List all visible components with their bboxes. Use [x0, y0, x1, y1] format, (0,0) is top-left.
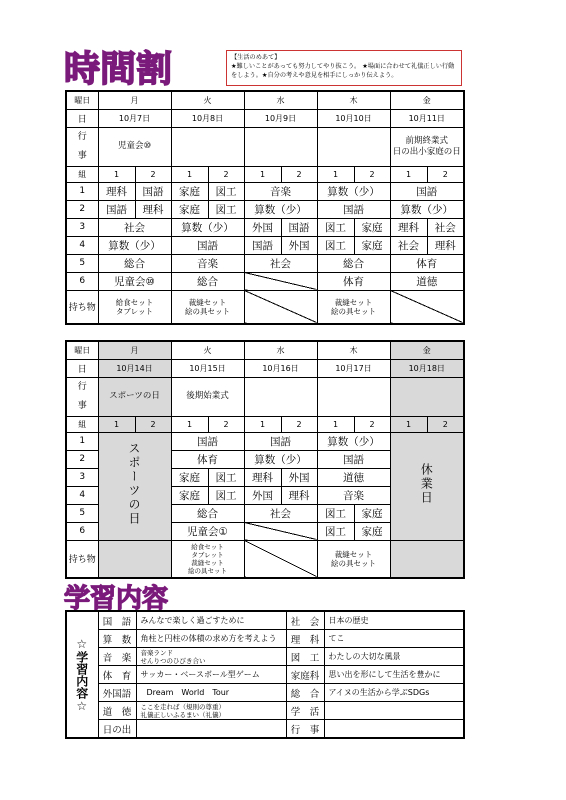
w1-p1-thu: 算数（少） — [317, 182, 390, 200]
w1-items-wed — [244, 290, 317, 324]
gyouji-label: 行 事 — [66, 127, 98, 166]
subject-right-6: 行 事 — [286, 720, 324, 739]
w2-event-wed — [244, 377, 317, 416]
w2-p4-tue-2: 図工 — [208, 486, 244, 504]
learning-content-side-label: ☆学習内容☆ — [66, 611, 98, 738]
w1-p4-mon: 算数（少） — [98, 236, 171, 254]
w2-p5-thu-2: 家庭 — [354, 504, 390, 522]
content-left-3: サッカー・ベースボール型ゲーム — [136, 666, 286, 684]
w1-p4-wed-1: 国語 — [244, 236, 281, 254]
w1-p4-fri-1: 社会 — [390, 236, 427, 254]
subject-right-2: 図 工 — [286, 648, 324, 666]
w2-p6-thu-1: 図工 — [317, 522, 354, 540]
content-title: 学習内容 — [64, 584, 169, 612]
content-left-0: みんなで楽しく過ごすために — [136, 611, 286, 630]
w1-p4-thu-2: 家庭 — [354, 236, 390, 254]
w2-items-mon — [98, 540, 171, 578]
w2-p1-tue: 国語 — [171, 432, 244, 450]
w2-mon-holiday — [98, 432, 171, 540]
w1-p1-tue-2: 図工 — [208, 182, 244, 200]
class-1: 1 — [244, 416, 281, 432]
mochimono-label: 持ち物 — [66, 290, 98, 324]
w2-p6-tue: 児童会① — [171, 522, 244, 540]
w1-p6-thu: 体育 — [317, 272, 390, 290]
period-2: 2 — [66, 200, 98, 218]
hi-label: 日 — [66, 359, 98, 377]
w1-p3-wed-2: 国語 — [281, 218, 317, 236]
w1-p1-mon-2: 国語 — [135, 182, 171, 200]
w2-items-tue: 給食セット タブレット 裁縫セット 絵の具セット — [171, 540, 244, 578]
closed-day-vertical: 休業日 — [419, 463, 434, 505]
class-2: 2 — [281, 416, 317, 432]
w1-p5-tue: 音楽 — [171, 254, 244, 272]
w2-p4-wed-2: 理科 — [281, 486, 317, 504]
w1-p1-tue-1: 家庭 — [171, 182, 208, 200]
w2-p5-tue: 総合 — [171, 504, 244, 522]
subject-right-3: 家庭科 — [286, 666, 324, 684]
subject-left-3: 体 育 — [98, 666, 136, 684]
content-right-3: 思い出を形にして生活を豊かに — [324, 666, 464, 684]
class-1: 1 — [390, 166, 427, 182]
class-2: 2 — [135, 166, 171, 182]
w1-p5-fri: 体育 — [390, 254, 464, 272]
w1-p1-mon-1: 理科 — [98, 182, 135, 200]
subject-right-5: 学 活 — [286, 702, 324, 720]
period-2: 2 — [66, 450, 98, 468]
w2-day-wed: 水 — [244, 341, 317, 359]
period-5: 5 — [66, 254, 98, 272]
w2-p3-wed-1: 理科 — [244, 468, 281, 486]
hi-label: 日 — [66, 109, 98, 127]
w2-day-fri: 金 — [390, 341, 464, 359]
class-2: 2 — [427, 416, 464, 432]
page-title: 時間割 — [64, 49, 173, 89]
subject-right-0: 社 会 — [286, 611, 324, 630]
w1-p6-tue: 総合 — [171, 272, 244, 290]
w1-p2-fri: 算数（少） — [390, 200, 464, 218]
w2-event-fri — [390, 377, 464, 416]
content-left-6 — [136, 720, 286, 739]
timetable-title-art — [62, 45, 222, 89]
w2-date-mon: 10月14日 — [98, 359, 171, 377]
w1-p1-fri: 国語 — [390, 182, 464, 200]
w2-items-fri — [390, 540, 464, 578]
w1-date-wed: 10月9日 — [244, 109, 317, 127]
w1-items-fri — [390, 290, 464, 324]
content-left-2: 音楽ランド せんりつのひびき合い — [136, 648, 286, 666]
w2-p1-thu: 算数（少） — [317, 432, 390, 450]
w2-date-thu: 10月17日 — [317, 359, 390, 377]
w1-day-tue: 火 — [171, 91, 244, 109]
class-1: 1 — [171, 166, 208, 182]
class-1: 1 — [171, 416, 208, 432]
w1-event-mon: 児童会⑩ — [98, 127, 171, 166]
w1-p5-thu: 総合 — [317, 254, 390, 272]
sports-day-vertical: スポーツの日 — [127, 442, 141, 526]
w1-p4-fri-2: 理科 — [427, 236, 464, 254]
w1-event-wed — [244, 127, 317, 166]
w1-p2-mon-1: 国語 — [98, 200, 135, 218]
class-2: 2 — [135, 416, 171, 432]
content-right-2: わたしの大切な風景 — [324, 648, 464, 666]
w1-date-fri: 10月11日 — [390, 109, 464, 127]
w2-fri-holiday — [390, 432, 464, 540]
w2-event-mon: スポーツの日 — [98, 377, 171, 416]
w1-p5-wed: 社会 — [244, 254, 317, 272]
w1-day-fri: 金 — [390, 91, 464, 109]
w1-day-wed: 水 — [244, 91, 317, 109]
class-2: 2 — [208, 416, 244, 432]
week1-timetable — [65, 90, 465, 325]
life-goals-text: ★難しいことがあっても努力してやり抜こう。 ★場面に合わせて礼儀正しい行動をしよう。★自分の考えや意見を相手にしっかり伝えよう。 — [231, 63, 455, 79]
w1-p2-tue-2: 図工 — [208, 200, 244, 218]
w1-date-tue: 10月8日 — [171, 109, 244, 127]
w1-p2-tue-1: 家庭 — [171, 200, 208, 218]
w1-items-mon: 給食セット タブレット — [98, 290, 171, 324]
w1-p4-thu-1: 図工 — [317, 236, 354, 254]
kumi-label: 組 — [66, 416, 98, 432]
class-2: 2 — [354, 166, 390, 182]
period-3: 3 — [66, 468, 98, 486]
w2-p5-thu-1: 図工 — [317, 504, 354, 522]
w1-event-fri: 前期終業式 日の出小家庭の日 — [390, 127, 464, 166]
w1-day-thu: 木 — [317, 91, 390, 109]
w1-items-tue: 裁縫セット 絵の具セット — [171, 290, 244, 324]
w1-p6-mon: 児童会⑩ — [98, 272, 171, 290]
w2-p3-tue-2: 図工 — [208, 468, 244, 486]
life-goals-heading: 【生活のめあて】 — [231, 54, 281, 61]
w2-p2-thu: 国語 — [317, 450, 390, 468]
w2-p3-wed-2: 外国 — [281, 468, 317, 486]
content-right-1: てこ — [324, 630, 464, 648]
w2-event-thu — [317, 377, 390, 416]
class-1: 1 — [244, 166, 281, 182]
w1-p3-fri-2: 社会 — [427, 218, 464, 236]
class-2: 2 — [427, 166, 464, 182]
content-left-1: 角柱と円柱の体積の求め方を考えよう — [136, 630, 286, 648]
w1-p3-thu-1: 図工 — [317, 218, 354, 236]
period-4: 4 — [66, 486, 98, 504]
subject-right-1: 理 科 — [286, 630, 324, 648]
w2-p2-wed: 算数（少） — [244, 450, 317, 468]
content-right-5 — [324, 702, 464, 720]
w1-p5-mon: 総合 — [98, 254, 171, 272]
subject-left-1: 算 数 — [98, 630, 136, 648]
class-1: 1 — [98, 166, 135, 182]
gyouji-label: 行 事 — [66, 377, 98, 416]
w1-p3-mon: 社会 — [98, 218, 171, 236]
w1-p1-wed: 音楽 — [244, 182, 317, 200]
w2-day-tue: 火 — [171, 341, 244, 359]
w1-p3-wed-1: 外国 — [244, 218, 281, 236]
week2-timetable — [65, 340, 465, 579]
w2-p5-wed: 社会 — [244, 504, 317, 522]
w1-p3-fri-1: 理科 — [390, 218, 427, 236]
subject-right-4: 総 合 — [286, 684, 324, 702]
class-1: 1 — [390, 416, 427, 432]
class-1: 1 — [317, 166, 354, 182]
period-1: 1 — [66, 182, 98, 200]
w1-items-thu: 裁縫セット 絵の具セット — [317, 290, 390, 324]
w2-p4-tue-1: 家庭 — [171, 486, 208, 504]
period-6: 6 — [66, 522, 98, 540]
period-3: 3 — [66, 218, 98, 236]
content-left-4: Dream World Tour — [136, 684, 286, 702]
w2-p2-tue: 体育 — [171, 450, 244, 468]
class-2: 2 — [354, 416, 390, 432]
w1-p2-wed: 算数（少） — [244, 200, 317, 218]
class-2: 2 — [208, 166, 244, 182]
w2-day-thu: 木 — [317, 341, 390, 359]
w2-items-thu: 裁縫セット 絵の具セット — [317, 540, 390, 578]
subject-left-6: 日の出 — [98, 720, 136, 739]
w1-date-mon: 10月7日 — [98, 109, 171, 127]
youbi-label: 曜日 — [66, 91, 98, 109]
w1-p4-tue: 国語 — [171, 236, 244, 254]
w2-p3-thu: 道徳 — [317, 468, 390, 486]
content-title-art — [62, 582, 232, 612]
subject-left-2: 音 楽 — [98, 648, 136, 666]
content-right-0: 日本の歴史 — [324, 611, 464, 630]
w1-day-mon: 月 — [98, 91, 171, 109]
life-goals-box — [226, 50, 462, 86]
content-right-4: アイヌの生活から学ぶSDGs — [324, 684, 464, 702]
w2-p6-thu-2: 家庭 — [354, 522, 390, 540]
learning-content-table — [65, 610, 465, 739]
youbi-label: 曜日 — [66, 341, 98, 359]
subject-left-5: 道 徳 — [98, 702, 136, 720]
w1-event-tue — [171, 127, 244, 166]
w2-p4-thu: 音楽 — [317, 486, 390, 504]
subject-left-0: 国 語 — [98, 611, 136, 630]
w1-date-thu: 10月10日 — [317, 109, 390, 127]
mochimono-label: 持ち物 — [66, 540, 98, 578]
class-1: 1 — [317, 416, 354, 432]
kumi-label: 組 — [66, 166, 98, 182]
w2-items-wed — [244, 540, 317, 578]
subject-left-4: 外国語 — [98, 684, 136, 702]
w2-p3-tue-1: 家庭 — [171, 468, 208, 486]
w1-p6-wed-empty — [244, 272, 317, 290]
w1-p4-wed-2: 外国 — [281, 236, 317, 254]
period-6: 6 — [66, 272, 98, 290]
w2-p1-wed: 国語 — [244, 432, 317, 450]
w1-p6-fri: 道徳 — [390, 272, 464, 290]
w1-p2-mon-2: 理科 — [135, 200, 171, 218]
period-4: 4 — [66, 236, 98, 254]
w2-p6-wed-empty — [244, 522, 317, 540]
period-5: 5 — [66, 504, 98, 522]
content-left-5: ここを走れば（規則の尊重） 礼儀正しいふるまい（礼儀） — [136, 702, 286, 720]
w2-p4-wed-1: 外国 — [244, 486, 281, 504]
w2-date-tue: 10月15日 — [171, 359, 244, 377]
w2-date-wed: 10月16日 — [244, 359, 317, 377]
w2-event-tue: 後期始業式 — [171, 377, 244, 416]
class-1: 1 — [98, 416, 135, 432]
w2-day-mon: 月 — [98, 341, 171, 359]
content-right-6 — [324, 720, 464, 739]
class-2: 2 — [281, 166, 317, 182]
period-1: 1 — [66, 432, 98, 450]
w2-date-fri: 10月18日 — [390, 359, 464, 377]
w1-p3-thu-2: 家庭 — [354, 218, 390, 236]
w1-event-thu — [317, 127, 390, 166]
w1-p3-tue: 算数（少） — [171, 218, 244, 236]
w1-p2-thu: 国語 — [317, 200, 390, 218]
